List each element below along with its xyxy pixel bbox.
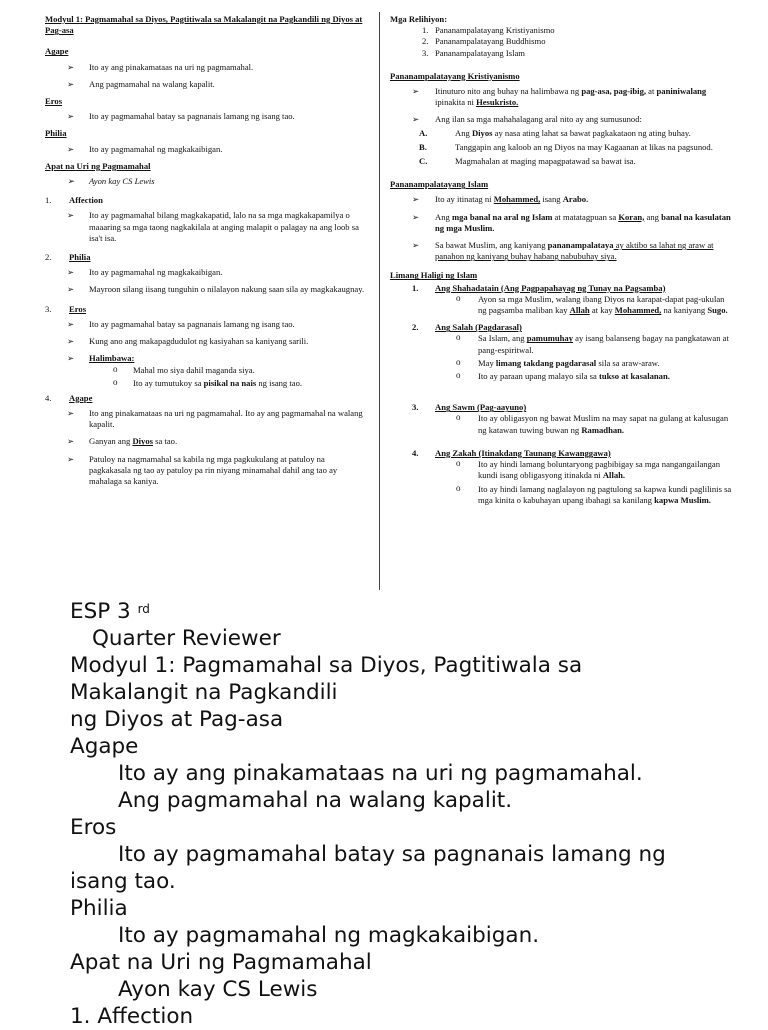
numbered-heading: 1. Ang Shahadatain (Ang Pagpapahayag ng Tunay na Pagsamba) — [412, 282, 666, 293]
sub-bullet: o Ito ay hindi lamang boluntaryong pagbibigay sa mga nangangailangan kundi isang obligasyong itinakda ni Allah. — [456, 458, 720, 481]
arrow-bullet-icon: ➢ — [67, 210, 75, 221]
module-line: Makalangit na Pagkandili — [70, 680, 338, 705]
bullet: ➢ Halimbawa: — [67, 353, 135, 364]
circle-bullet-icon: o — [456, 332, 461, 343]
agape-heading: Agape — [45, 46, 69, 57]
section-heading: 1. Affection — [70, 1004, 194, 1029]
bullet: ➢ Itinuturo nito ang buhay na halimbawa ng pag-asa, pag-ibig, at paniniwalang ipinakita ni Hesukristo. — [412, 86, 707, 108]
doc-title: ESP 3 $^{rd}$ — [70, 599, 150, 624]
list-item: 1. Pananampalatayang Kristiyanismo — [422, 25, 555, 36]
bullet: ➢ Mayroon silang iisang tunguhin o nilalayon nakung saan sila ay magkakaugnay. — [67, 284, 365, 295]
bullet: ➢ Ang pagmamahal na walang kapalit. — [67, 78, 215, 89]
bullet-line: Ito ay ang pinakamataas na uri ng pagmamahal. — [118, 761, 643, 786]
bullet-line: Ito ay pagmamahal ng magkakaibigan. — [118, 923, 540, 948]
arrow-bullet-icon: ➢ — [67, 318, 75, 329]
module-title: Modyul 1: Pagmamahal sa Diyos, Pagtitiwala sa Makalangit na Pagkandili ng Diyos at Pag-asa — [45, 14, 363, 36]
arrow-bullet-icon: ➢ — [412, 86, 420, 97]
bullet: ➢ Ito ay pagmamahal ng magkakaibigan. — [67, 267, 223, 278]
numbered-heading: 3. Eros — [45, 303, 87, 314]
bullet: ➢ Ayon kay CS Lewis — [67, 176, 155, 187]
numbered-heading: 1. Affection — [45, 195, 103, 206]
arrow-bullet-icon: ➢ — [67, 176, 75, 187]
bullet-line: Ayon kay CS Lewis — [118, 977, 318, 1002]
right-column — [390, 14, 735, 508]
bullet: ➢ Ito ay pagmamahal batay sa pagnanais lamang ng isang tao. — [67, 318, 295, 329]
bullet: ➢ Sa bawat Muslim, ang kaniyang pananampalataya ay aktibo sa lahat ng araw at panahon ng kaniyang buhay habang nabubuhay siya. — [412, 240, 714, 262]
arrow-bullet-icon: ➢ — [67, 267, 75, 278]
philia-heading: Philia — [45, 128, 67, 139]
arrow-bullet-icon: ➢ — [67, 453, 75, 464]
sub-bullet: o Ito ay hindi lamang naglalayon ng pagtulong sa kapwa kundi paglilinis sa mga kinita o kabuhayan upang ibahagi sa kanilang kapwa Muslim. — [456, 482, 732, 505]
list-item: 3. Pananampalatayang Islam — [422, 47, 525, 58]
arrow-bullet-icon: ➢ — [67, 78, 75, 89]
bullet: ➢ Patuloy na nagmamahal sa kabila ng mga pagkukulang at patuloy na pagkakasala ng tao ay patuloy pa rin niyang minamahal dahil ang tao ay mahalaga sa kaniya. — [67, 453, 338, 487]
circle-bullet-icon: o — [456, 458, 461, 469]
sub-bullet: o Ito ay paraan upang malayo sila sa tukso at kasalanan. — [456, 370, 670, 382]
relihiyon-heading: Mga Relihiyon: — [390, 14, 448, 24]
list-item: 2. Pananampalatayang Buddhismo — [422, 36, 546, 47]
arrow-bullet-icon: ➢ — [67, 61, 75, 72]
arrow-bullet-icon: ➢ — [67, 284, 75, 295]
circle-bullet-icon: o — [456, 482, 461, 493]
section-heading: Agape — [70, 734, 139, 759]
bullet-line: Ito ay pagmamahal batay sa pagnanais lamang ng — [118, 842, 666, 867]
arrow-bullet-icon: ➢ — [67, 336, 75, 347]
bullet: ➢ Ito ay pagmamahal bilang magkakapatid, lalo na sa mga magkakapamilya o maaaring sa mga taong nagkakilala at anging malapit o palagay na ang loob sa isa't isa. — [67, 210, 359, 243]
circle-bullet-icon: o — [113, 376, 118, 387]
numbered-heading: 2. Ang Salah (Pagdarasal) — [412, 322, 522, 333]
bullet: ➢ Ito ang pinakamataas na uri ng pagmamahal. Ito ay ang pagmamahal na walang kapalit. — [67, 408, 363, 430]
lettered-item: A. Ang Diyos ay nasa ating lahat sa bawat pagkakataon ng ating buhay. — [419, 127, 691, 138]
eros-heading: Eros — [45, 96, 63, 107]
arrow-bullet-icon: ➢ — [67, 436, 75, 447]
section-heading: Apat na Uri ng Pagmamahal — [70, 950, 372, 975]
numbered-heading: 2. Philia — [45, 252, 91, 263]
arrow-bullet-icon: ➢ — [67, 111, 75, 122]
apat-heading: Apat na Uri ng Pagmamahal — [45, 160, 151, 171]
section-heading: Philia — [70, 896, 128, 921]
arrow-bullet-icon: ➢ — [412, 114, 420, 125]
numbered-heading: 4. Agape — [45, 392, 93, 403]
islam-heading: Pananampalatayang Islam — [390, 179, 489, 190]
module-line: Modyul 1: Pagmamahal sa Diyos, Pagtitiwala sa — [70, 653, 583, 678]
arrow-bullet-icon: ➢ — [412, 211, 420, 222]
section-heading: Eros — [70, 815, 117, 840]
lettered-item: B. Tanggapin ang kaloob an ng Diyos na may Kagaanan at likas na pagsunod. — [419, 141, 713, 152]
haligi-heading: Limang Haligi ng Islam — [390, 270, 478, 281]
arrow-bullet-icon: ➢ — [67, 143, 75, 154]
numbered-heading: 4. Ang Zakah (Itinakdang Taunang Kawanggawa) — [412, 447, 611, 458]
circle-bullet-icon: o — [456, 412, 461, 423]
bullet: ➢ Ito ay itinatag ni Mohammed, isang Arabo. — [412, 194, 589, 205]
bullet: ➢ Ito ay pagmamahal ng magkakaibigan. — [67, 143, 223, 154]
kristiyanismo-heading: Pananampalatayang Kristiyanismo — [390, 70, 520, 81]
module-line: ng Diyos at Pag-asa — [70, 707, 284, 732]
bullet: ➢ Ang ilan sa mga mahahalagang aral nito ay ang sumusunod: — [412, 114, 642, 125]
lettered-item: C. Magmahalan at maging mapagpatawad sa bawat isa. — [419, 156, 636, 167]
sub-bullet: o Sa Islam, ang pamumuhay ay isang balanseng bagay na pangkatawan at pang-espiritwal. — [456, 332, 729, 355]
circle-bullet-icon: o — [456, 356, 461, 367]
sub-bullet: o May limang takdang pagdarasal sila sa araw-araw. — [456, 356, 660, 368]
bullet: ➢ Kung ano ang makapagdudulot ng kasiyahan sa kaniyang sarili. — [67, 336, 309, 347]
circle-bullet-icon: o — [456, 292, 461, 303]
bullet: ➢ Ang mga banal na aral ng Islam at matatagpuan sa Koran, ang banal na kasulatan ng mga Muslim. — [412, 211, 731, 233]
bullet: ➢ Ito ay pagmamahal batay sa pagnanais lamang ng isang tao. — [67, 111, 295, 122]
doc-subtitle: Quarter Reviewer — [92, 626, 281, 651]
bullet-continuation: isang tao. — [70, 869, 176, 894]
arrow-bullet-icon: ➢ — [412, 240, 420, 251]
sub-bullet: o Ito ay tumutukoy sa pisikal na nais ng isang tao. — [113, 376, 303, 388]
arrow-bullet-icon: ➢ — [67, 408, 75, 419]
circle-bullet-icon: o — [456, 370, 461, 381]
sub-bullet: o Ayon sa mga Muslim, walang ibang Diyos na karapat-dapat pag-ukulan ng pagsamba maliban kay Allah at kay Mohammed, na kaniyang Sugo. — [456, 292, 728, 316]
bullet: ➢ Ganyan ang Diyos sa tao. — [67, 436, 178, 447]
bullet-line: Ang pagmamahal na walang kapalit. — [118, 788, 513, 813]
sub-bullet: o Ito ay obligasyon ng bawat Muslim na may sapat na gulang at kalusugan ng katawan tuwing buwan ng Ramadhan. — [456, 412, 729, 435]
column-divider — [379, 12, 380, 590]
bullet: ➢ Ito ay ang pinakamataas na uri ng pagmamahal. — [67, 61, 254, 72]
sub-bullet: o Mahal mo siya dahil maganda siya. — [113, 364, 255, 376]
extracted-text — [70, 598, 760, 1030]
arrow-bullet-icon: ➢ — [67, 353, 75, 364]
numbered-heading: 3. Ang Sawm (Pag-aayuno) — [412, 402, 527, 413]
left-column — [45, 14, 367, 493]
arrow-bullet-icon: ➢ — [412, 194, 420, 205]
circle-bullet-icon: o — [113, 364, 118, 375]
